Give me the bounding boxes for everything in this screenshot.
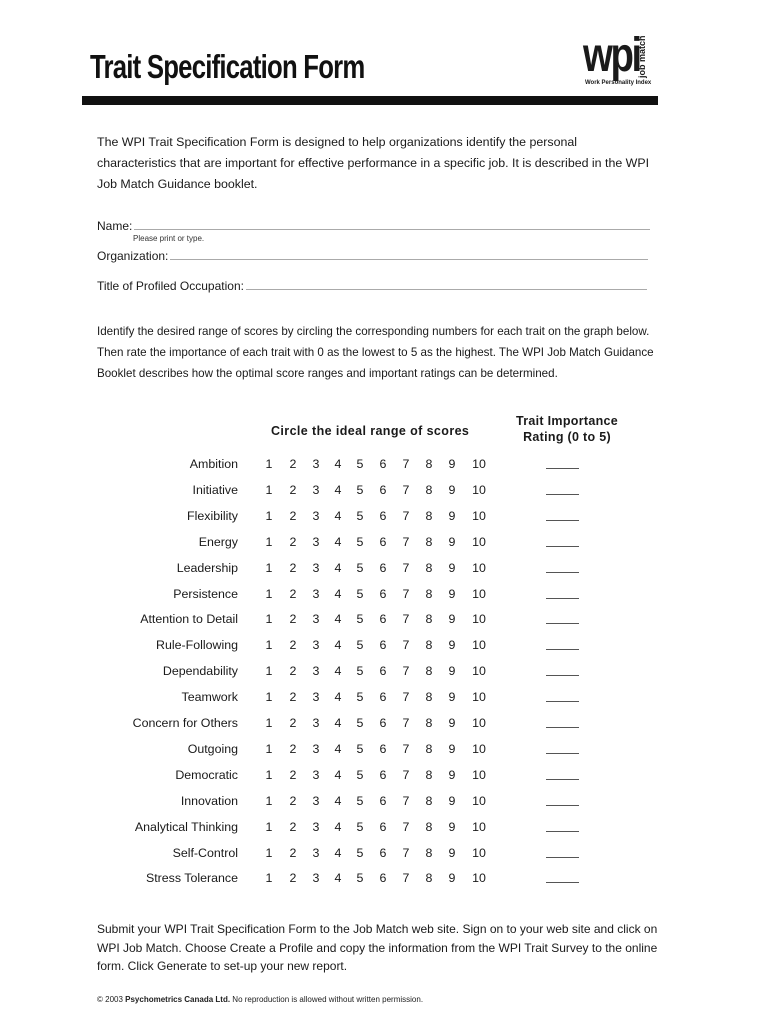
trait-row (0, 535, 770, 555)
score-option[interactable]: 8 (425, 638, 433, 653)
score-option[interactable]: 6 (379, 741, 387, 756)
trait-row (0, 587, 770, 607)
trait-label: Attention to Detail (140, 612, 238, 627)
score-option[interactable]: 7 (402, 664, 410, 679)
score-option[interactable]: 7 (402, 638, 410, 653)
score-option[interactable]: 2 (289, 586, 297, 601)
company-name: Psychometrics Canada Ltd. (125, 995, 231, 1004)
score-option[interactable]: 2 (289, 793, 297, 808)
score-option[interactable]: 4 (334, 457, 342, 471)
importance-rating-line[interactable] (546, 520, 579, 521)
score-option[interactable]: 6 (379, 664, 387, 679)
score-option[interactable]: 9 (448, 508, 456, 523)
score-option[interactable]: 7 (402, 690, 410, 705)
score-option[interactable]: 4 (334, 871, 342, 886)
score-option[interactable]: 5 (356, 845, 364, 860)
score-option[interactable]: 8 (425, 560, 433, 575)
score-option[interactable]: 3 (312, 508, 320, 523)
trait-label: Dependability (162, 664, 238, 679)
score-option[interactable]: 9 (448, 534, 456, 549)
score-option[interactable]: 6 (379, 845, 387, 860)
score-option[interactable]: 6 (379, 638, 387, 653)
importance-rating-line[interactable] (546, 649, 579, 650)
score-option[interactable]: 2 (289, 664, 297, 679)
score-option[interactable]: 3 (312, 457, 320, 471)
score-option[interactable]: 5 (356, 560, 364, 575)
score-option[interactable]: 5 (356, 638, 364, 653)
score-option[interactable]: 9 (448, 741, 456, 756)
score-option[interactable]: 7 (402, 508, 410, 523)
score-option[interactable]: 6 (379, 871, 387, 886)
score-option[interactable]: 6 (379, 586, 387, 601)
score-option[interactable]: 5 (356, 482, 364, 497)
score-option[interactable]: 8 (425, 534, 433, 549)
score-option[interactable]: 1 (265, 560, 273, 575)
importance-rating-line[interactable] (546, 805, 579, 806)
score-option[interactable]: 9 (448, 871, 456, 886)
score-option[interactable]: 7 (402, 845, 410, 860)
score-option[interactable]: 2 (289, 819, 297, 834)
importance-rating-line[interactable] (546, 857, 579, 858)
score-option[interactable]: 9 (448, 664, 456, 679)
importance-rating-line[interactable] (546, 831, 579, 832)
score-option[interactable]: 2 (289, 741, 297, 756)
score-option[interactable]: 2 (289, 638, 297, 653)
importance-rating-line[interactable] (546, 779, 579, 780)
score-option[interactable]: 9 (448, 845, 456, 860)
score-option[interactable]: 4 (334, 612, 342, 627)
copyright-notice (97, 995, 423, 1004)
importance-rating-line[interactable] (546, 727, 579, 728)
score-option[interactable]: 8 (425, 741, 433, 756)
score-option[interactable]: 7 (402, 457, 410, 471)
intro-paragraph: The WPI Trait Specification Form is designed to help organizations identify the personal characteristics that are important for effective performance in a specific job. It is described in the WPI Job Match Guidance booklet. (97, 135, 650, 191)
importance-rating-line[interactable] (546, 753, 579, 754)
score-option[interactable]: 7 (402, 767, 410, 782)
trait-label: Energy (198, 534, 238, 549)
score-option[interactable]: 2 (289, 767, 297, 782)
score-option[interactable]: 6 (379, 716, 387, 730)
score-option[interactable]: 7 (402, 871, 410, 886)
score-option[interactable]: 5 (356, 871, 364, 886)
score-option[interactable]: 4 (334, 664, 342, 679)
trait-label: Initiative (192, 482, 238, 497)
score-option[interactable]: 5 (356, 612, 364, 627)
score-option[interactable]: 1 (265, 586, 273, 601)
trait-label: Self-Control (172, 845, 238, 860)
score-option[interactable]: 9 (448, 767, 456, 782)
trait-label: Rule-Following (156, 638, 238, 653)
importance-rating-line[interactable] (546, 546, 579, 547)
submit-paragraph: Submit your WPI Trait Specification Form to the Job Match web site. Sign on to your web site and click on WPI Job Match. Choose Create a Profile and copy the information from the WPI Trait Survey to the online form. Click Generate to set-up your new report. (97, 922, 658, 973)
score-option[interactable]: 9 (448, 560, 456, 575)
trait-row (0, 457, 770, 477)
score-option[interactable]: 1 (265, 793, 273, 808)
score-option[interactable]: 10 (472, 793, 486, 808)
score-option[interactable]: 10 (472, 716, 486, 730)
score-option[interactable]: 8 (425, 793, 433, 808)
importance-rating-line[interactable] (546, 572, 579, 573)
score-option[interactable]: 2 (289, 612, 297, 627)
score-option[interactable]: 7 (402, 612, 410, 627)
score-option[interactable]: 3 (312, 664, 320, 679)
score-option[interactable]: 1 (265, 819, 273, 834)
score-option[interactable]: 10 (472, 612, 486, 627)
score-option[interactable]: 3 (312, 767, 320, 782)
score-option[interactable]: 10 (472, 741, 486, 756)
scores-header: Circle the ideal range of scores (271, 424, 470, 438)
trait-label: Flexibility (187, 508, 238, 523)
logo-wordmark: wpi (583, 29, 640, 82)
trait-row (0, 664, 770, 684)
score-option[interactable]: 9 (448, 457, 456, 471)
score-option[interactable]: 4 (334, 534, 342, 549)
score-option[interactable]: 10 (472, 871, 486, 886)
organization-input-line[interactable] (170, 258, 648, 260)
score-option[interactable]: 3 (312, 741, 320, 756)
trait-row (0, 742, 770, 762)
score-option[interactable]: 3 (312, 845, 320, 860)
score-option[interactable]: 5 (356, 508, 364, 523)
score-option[interactable]: 5 (356, 457, 364, 471)
trait-row (0, 690, 770, 710)
score-option[interactable]: 1 (265, 767, 273, 782)
score-option[interactable]: 2 (289, 457, 297, 471)
score-option[interactable]: 1 (265, 716, 273, 730)
score-option[interactable]: 8 (425, 612, 433, 627)
trait-label: Innovation (180, 793, 238, 808)
name-hint: Please print or type. (133, 234, 205, 243)
score-option[interactable]: 2 (289, 534, 297, 549)
score-option[interactable]: 3 (312, 793, 320, 808)
importance-header (505, 413, 629, 445)
score-option[interactable]: 3 (312, 819, 320, 834)
instructions-paragraph: Identify the desired range of scores by circling the corresponding numbers for each trait on the graph below. Then rate the importance of each trait with 0 as the lowest to 5 as the highest. The WPI Job Match Guidance Booklet describes how the optimal score ranges and important ratings can be determined. (97, 325, 654, 380)
header-rule (82, 96, 658, 105)
score-option[interactable]: 2 (289, 716, 297, 730)
score-option[interactable]: 4 (334, 560, 342, 575)
score-option[interactable]: 5 (356, 767, 364, 782)
score-option[interactable]: 4 (334, 638, 342, 653)
trait-row (0, 612, 770, 632)
score-option[interactable]: 5 (356, 819, 364, 834)
trait-label: Democratic (175, 767, 238, 782)
score-option[interactable]: 10 (472, 767, 486, 782)
score-option[interactable]: 4 (334, 793, 342, 808)
score-option[interactable]: 2 (289, 482, 297, 497)
score-option[interactable]: 5 (356, 741, 364, 756)
score-option[interactable]: 6 (379, 534, 387, 549)
trait-label: Ambition (189, 457, 238, 471)
score-option[interactable]: 8 (425, 664, 433, 679)
score-option[interactable]: 3 (312, 638, 320, 653)
score-option[interactable]: 3 (312, 534, 320, 549)
form-title: Trait Specification Form (90, 48, 365, 85)
score-option[interactable]: 5 (356, 534, 364, 549)
score-option[interactable]: 1 (265, 664, 273, 679)
score-option[interactable]: 2 (289, 508, 297, 523)
importance-rating-line[interactable] (546, 468, 579, 469)
trait-label: Concern for Others (132, 716, 238, 730)
importance-header-line1: Trait Importance (515, 414, 619, 428)
score-option[interactable]: 8 (425, 482, 433, 497)
score-option[interactable]: 4 (334, 690, 342, 705)
trait-row (0, 483, 770, 503)
trait-label: Leadership (176, 560, 238, 575)
score-option[interactable]: 6 (379, 560, 387, 575)
trait-label: Teamwork (181, 690, 238, 705)
score-option[interactable]: 4 (334, 767, 342, 782)
score-option[interactable]: 5 (356, 716, 364, 730)
copyright-prefix: © 2003 (97, 995, 126, 1004)
score-option[interactable]: 2 (289, 690, 297, 705)
score-option[interactable]: 6 (379, 508, 387, 523)
trait-label: Analytical Thinking (134, 819, 238, 834)
organization-label: Organization: (97, 249, 169, 263)
score-option[interactable]: 8 (425, 716, 433, 730)
score-option[interactable]: 10 (472, 560, 486, 575)
score-option[interactable]: 1 (265, 508, 273, 523)
occupation-field[interactable] (97, 279, 647, 293)
score-option[interactable]: 7 (402, 586, 410, 601)
score-option[interactable]: 5 (356, 793, 364, 808)
trait-label: Stress Tolerance (145, 871, 238, 886)
logo-subtitle: Work Personality Index (585, 80, 652, 86)
score-option[interactable]: 6 (379, 690, 387, 705)
score-option[interactable]: 1 (265, 845, 273, 860)
score-option[interactable]: 3 (312, 586, 320, 601)
importance-rating-line[interactable] (546, 701, 579, 702)
score-option[interactable]: 10 (472, 508, 486, 523)
score-option[interactable]: 8 (425, 690, 433, 705)
trait-row (0, 794, 770, 814)
score-option[interactable]: 8 (425, 845, 433, 860)
score-option[interactable]: 5 (356, 586, 364, 601)
importance-rating-line[interactable] (546, 675, 579, 676)
score-option[interactable]: 1 (265, 690, 273, 705)
score-option[interactable]: 3 (312, 871, 320, 886)
score-option[interactable]: 3 (312, 560, 320, 575)
score-option[interactable]: 5 (356, 690, 364, 705)
score-option[interactable]: 1 (265, 482, 273, 497)
score-option[interactable]: 10 (472, 457, 486, 471)
score-option[interactable]: 3 (312, 482, 320, 497)
importance-header-line2: Rating (0 to 5) (523, 430, 611, 444)
trait-row (0, 638, 770, 658)
name-input-line[interactable] (134, 228, 650, 230)
trait-row (0, 871, 770, 891)
score-option[interactable]: 9 (448, 612, 456, 627)
score-option[interactable]: 10 (472, 482, 486, 497)
importance-rating-line[interactable] (546, 494, 579, 495)
score-option[interactable]: 10 (472, 690, 486, 705)
score-option[interactable]: 9 (448, 482, 456, 497)
score-option[interactable]: 6 (379, 482, 387, 497)
score-option[interactable]: 1 (265, 612, 273, 627)
score-option[interactable]: 7 (402, 534, 410, 549)
trait-row (0, 509, 770, 529)
score-option[interactable]: 10 (472, 638, 486, 653)
occupation-label: Title of Profiled Occupation: (97, 279, 244, 293)
score-option[interactable]: 6 (379, 612, 387, 627)
score-option[interactable]: 6 (379, 793, 387, 808)
score-option[interactable]: 3 (312, 612, 320, 627)
score-option[interactable]: 7 (402, 819, 410, 834)
trait-row (0, 820, 770, 840)
trait-label: Outgoing (187, 741, 238, 756)
score-option[interactable]: 9 (448, 819, 456, 834)
score-option[interactable]: 8 (425, 508, 433, 523)
score-option[interactable]: 2 (289, 560, 297, 575)
importance-rating-line[interactable] (546, 882, 579, 883)
score-option[interactable]: 9 (448, 638, 456, 653)
score-option[interactable]: 8 (425, 457, 433, 471)
score-option[interactable]: 1 (265, 741, 273, 756)
score-option[interactable]: 4 (334, 716, 342, 730)
score-option[interactable]: 1 (265, 638, 273, 653)
copyright-text: No reproduction is allowed without written permission. (230, 995, 424, 1004)
name-field[interactable] (97, 219, 650, 233)
name-label: Name: (97, 219, 133, 233)
score-option[interactable]: 7 (402, 716, 410, 730)
score-option[interactable]: 8 (425, 871, 433, 886)
score-option[interactable]: 7 (402, 560, 410, 575)
score-option[interactable]: 7 (402, 741, 410, 756)
score-option[interactable]: 1 (265, 871, 273, 886)
score-option[interactable]: 10 (472, 586, 486, 601)
score-option[interactable]: 10 (472, 845, 486, 860)
score-option[interactable]: 6 (379, 819, 387, 834)
trait-row (0, 716, 770, 736)
score-option[interactable]: 2 (289, 871, 297, 886)
score-option[interactable]: 7 (402, 793, 410, 808)
wpi-logo (583, 28, 663, 92)
importance-rating-line[interactable] (546, 598, 579, 599)
score-option[interactable]: 9 (448, 586, 456, 601)
score-option[interactable]: 4 (334, 741, 342, 756)
score-option[interactable]: 4 (334, 508, 342, 523)
score-option[interactable]: 9 (448, 793, 456, 808)
score-option[interactable]: 9 (448, 716, 456, 730)
score-option[interactable]: 7 (402, 482, 410, 497)
trait-row (0, 846, 770, 866)
score-option[interactable]: 8 (425, 586, 433, 601)
score-option[interactable]: 9 (448, 690, 456, 705)
logo-vertical-text: job match (637, 35, 647, 78)
score-option[interactable]: 10 (472, 534, 486, 549)
score-option[interactable]: 8 (425, 767, 433, 782)
score-option[interactable]: 3 (312, 716, 320, 730)
score-option[interactable]: 6 (379, 767, 387, 782)
score-option[interactable]: 1 (265, 534, 273, 549)
organization-field[interactable] (97, 249, 648, 263)
trait-label: Persistence (173, 586, 238, 601)
score-option[interactable]: 6 (379, 457, 387, 471)
score-option[interactable]: 4 (334, 819, 342, 834)
trait-row (0, 561, 770, 581)
score-option[interactable]: 2 (289, 845, 297, 860)
score-option[interactable]: 4 (334, 586, 342, 601)
score-option[interactable]: 5 (356, 664, 364, 679)
importance-rating-line[interactable] (546, 623, 579, 624)
occupation-input-line[interactable] (246, 288, 647, 290)
score-option[interactable]: 8 (425, 819, 433, 834)
trait-row (0, 768, 770, 788)
score-option[interactable]: 4 (334, 482, 342, 497)
score-option[interactable]: 10 (472, 664, 486, 679)
score-option[interactable]: 1 (265, 457, 273, 471)
score-option[interactable]: 10 (472, 819, 486, 834)
score-option[interactable]: 4 (334, 845, 342, 860)
score-option[interactable]: 3 (312, 690, 320, 705)
